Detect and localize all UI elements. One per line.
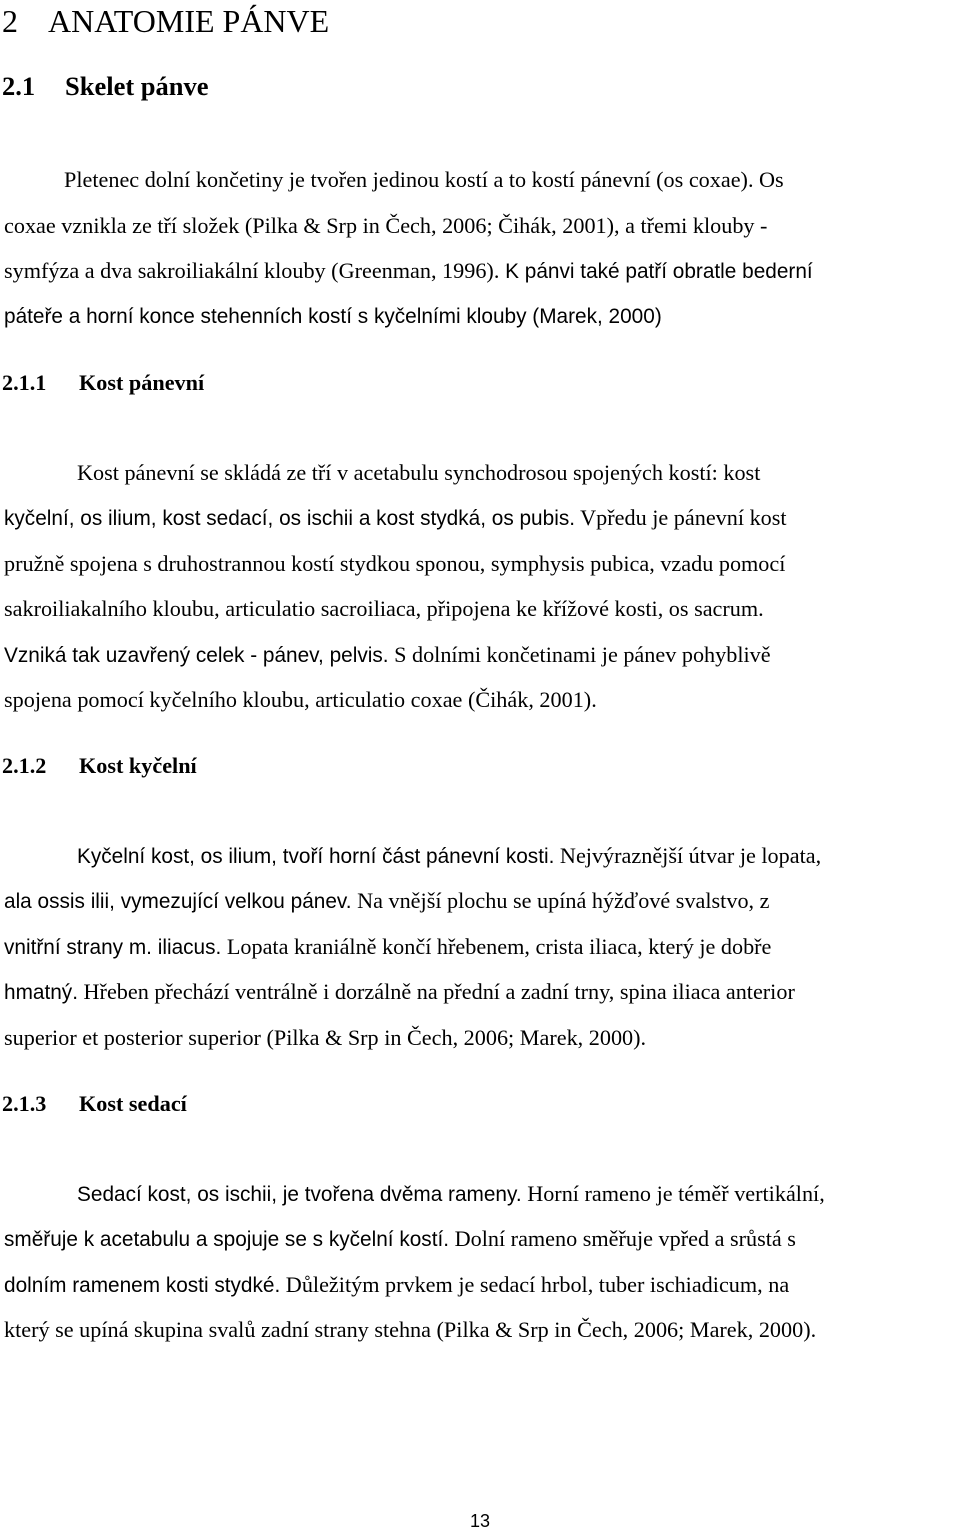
sub3-line-2 bbox=[4, 1225, 796, 1254]
section-heading bbox=[2, 69, 209, 103]
section-title: Skelet pánve bbox=[65, 71, 209, 101]
page-number: 13 bbox=[469, 1511, 491, 1531]
sub2-line-5: superior et posterior superior (Pilka & Srp in Čech, 2006; Marek, 2000). bbox=[4, 1025, 647, 1050]
sub1-line-1: Kost pánevní se skládá ze tří v acetabulu synchodrosou spojených kostí: kost bbox=[77, 460, 761, 485]
chapter-title: ANATOMIE PÁNVE bbox=[48, 3, 330, 39]
sub1-line-5a: Vzniká tak uzavřený celek - pánev, pelvis. bbox=[4, 644, 389, 667]
sub3-line-1 bbox=[77, 1180, 825, 1209]
section-number: 2.1 bbox=[2, 71, 36, 101]
sub1-line-3: pružně spojena s druhostrannou kostí stydkou sponou, symphysis pubica, vzadu pomocí bbox=[4, 551, 786, 576]
subsection-number: 2.1.1 bbox=[2, 370, 47, 395]
subsection-title: Kost sedací bbox=[79, 1091, 187, 1116]
sub3-line-4: který se upíná skupina svalů zadní strany stehna (Pilka & Srp in Čech, 2006; Marek, 2000). bbox=[4, 1317, 817, 1342]
intro-line-2: coxae vznikla ze tří složek (Pilka & Srp in Čech, 2006; Čihák, 2001), a třemi klouby - bbox=[4, 213, 768, 238]
sub2-line-2a: ala ossis ilii, vymezující velkou pánev. bbox=[4, 890, 352, 913]
sub2-line-4a: hmatný. bbox=[4, 981, 78, 1004]
subsection-title: Kost pánevní bbox=[79, 370, 205, 395]
sub3-line-3b: Důležitým prvkem je sedací hrbol, tuber ischiadicum, na bbox=[280, 1272, 790, 1297]
intro-line-3 bbox=[4, 257, 813, 286]
sub3-line-2a: směřuje k acetabulu a spojuje se s kyčelní kostí. bbox=[4, 1228, 450, 1251]
sub1-line-4: sakroiliakalního kloubu, articulatio sacroiliaca, připojena ke křížové kosti, os sacrum. bbox=[4, 596, 764, 621]
intro-line-1: Pletenec dolní končetiny je tvořen jedinou kostí a to kostí pánevní (os coxae). Os bbox=[64, 167, 784, 192]
intro-line-3b: K pánvi také patří obratle bederní bbox=[499, 260, 813, 283]
subsection-title: Kost kyčelní bbox=[79, 753, 197, 778]
sub3-line-1b: Horní rameno je téměř vertikální, bbox=[521, 1181, 825, 1206]
sub3-line-1a: Sedací kost, os ischii, je tvořena dvěma rameny. bbox=[77, 1183, 522, 1206]
intro-line-3a: symfýza a dva sakroiliakální klouby (Greenman, 1996). bbox=[4, 258, 500, 283]
sub2-line-3b: Lopata kraniálně končí hřebenem, crista iliaca, který je dobře bbox=[221, 934, 772, 959]
sub2-line-4b: Hřeben přechází ventrálně i dorzálně na přední a zadní trny, spina iliaca anterior bbox=[77, 979, 795, 1004]
subsection-heading-kost-panevni bbox=[2, 369, 204, 397]
subsection-heading-kost-sedaci bbox=[2, 1090, 187, 1118]
subsection-number: 2.1.3 bbox=[2, 1091, 47, 1116]
sub1-line-2 bbox=[4, 504, 787, 533]
sub2-line-3a: vnitřní strany m. iliacus. bbox=[4, 936, 222, 959]
sub2-line-1b: Nejvýraznější útvar je lopata, bbox=[554, 843, 822, 868]
sub3-line-2b: Dolní rameno směřuje vpřed a srůstá s bbox=[449, 1226, 796, 1251]
sub3-line-3 bbox=[4, 1271, 789, 1300]
sub1-line-5b: S dolními končetinami je pánev pohyblivě bbox=[388, 642, 771, 667]
sub2-line-1a: Kyčelní kost, os ilium, tvoří horní část pánevní kosti. bbox=[77, 845, 555, 868]
sub2-line-4 bbox=[4, 978, 795, 1007]
intro-line-4: páteře a horní konce stehenních kostí s kyčelními klouby (Marek, 2000) bbox=[4, 305, 662, 328]
chapter-number: 2 bbox=[2, 3, 18, 39]
sub1-line-6: spojena pomocí kyčelního kloubu, articulatio coxae (Čihák, 2001). bbox=[4, 687, 597, 712]
subsection-number: 2.1.2 bbox=[2, 753, 47, 778]
chapter-heading bbox=[2, 0, 329, 42]
sub2-line-3 bbox=[4, 933, 771, 962]
sub2-line-1 bbox=[77, 842, 821, 871]
sub1-line-2a: kyčelní, os ilium, kost sedací, os ischii a kost stydká, os pubis. bbox=[4, 507, 575, 530]
sub3-line-3a: dolním ramenem kosti stydké. bbox=[4, 1274, 281, 1297]
sub1-line-5 bbox=[4, 641, 771, 670]
sub2-line-2b: Na vnější plochu se upíná hýžďové svalstvo, z bbox=[351, 888, 770, 913]
subsection-heading-kost-kycelni bbox=[2, 752, 197, 780]
sub1-line-2b: Vpředu je pánevní kost bbox=[575, 505, 787, 530]
sub2-line-2 bbox=[4, 887, 769, 916]
